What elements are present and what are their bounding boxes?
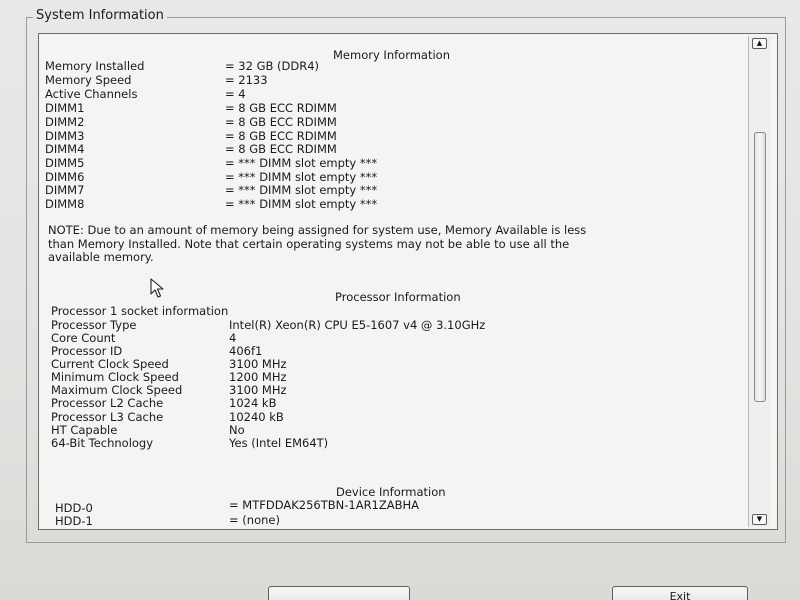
current-clock-speed-value: 3100 MHz xyxy=(229,357,287,371)
active-channels-label: Active Channels xyxy=(45,87,138,101)
dimm7-label: DIMM7 xyxy=(45,183,85,197)
groupbox-title: System Information xyxy=(33,8,167,24)
processor-type-label: Processor Type xyxy=(51,318,137,332)
processor-l3-cache-value: 10240 kB xyxy=(229,410,284,424)
dimm3-value: = 8 GB ECC RDIMM xyxy=(225,129,337,143)
memory-installed-value: = 32 GB (DDR4) xyxy=(225,59,320,73)
scroll-up-button[interactable] xyxy=(752,38,767,49)
arrow-up-icon: ▲ xyxy=(756,39,763,47)
memory-speed-value: = 2133 xyxy=(225,73,268,87)
hdd0-label: HDD-0 xyxy=(55,501,93,515)
dimm3-label: DIMM3 xyxy=(45,129,85,143)
processor-l2-cache-value: 1024 kB xyxy=(229,396,277,410)
dimm7-value: = *** DIMM slot empty *** xyxy=(225,183,378,197)
processor-type-value: Intel(R) Xeon(R) CPU E5-1607 v4 @ 3.10GHz xyxy=(229,318,486,332)
scrollbar-thumb[interactable] xyxy=(754,132,766,402)
64bit-technology-label: 64-Bit Technology xyxy=(51,436,154,450)
ht-capable-value: No xyxy=(229,423,245,437)
processor-id-value: 406f1 xyxy=(229,344,263,358)
processor-l2-cache-label: Processor L2 Cache xyxy=(51,396,164,410)
dimm8-value: = *** DIMM slot empty *** xyxy=(225,197,378,211)
arrow-down-icon: ▼ xyxy=(756,515,763,523)
minimum-clock-speed-label: Minimum Clock Speed xyxy=(51,370,179,384)
processor-id-label: Processor ID xyxy=(51,344,123,358)
information-content xyxy=(39,34,745,529)
processor-information-heading: Processor Information xyxy=(335,290,461,304)
system-information-panel[interactable] xyxy=(38,33,778,530)
maximum-clock-speed-label: Maximum Clock Speed xyxy=(51,383,183,397)
vertical-scrollbar[interactable] xyxy=(748,36,771,527)
memory-information-heading: Memory Information xyxy=(333,48,450,62)
dimm4-value: = 8 GB ECC RDIMM xyxy=(225,142,337,156)
dimm2-label: DIMM2 xyxy=(45,115,85,129)
hdd1-value: = (none) xyxy=(229,513,280,527)
mouse-pointer-icon xyxy=(150,278,166,298)
processor-l3-cache-label: Processor L3 Cache xyxy=(51,410,164,424)
memory-note-line: NOTE: Due to an amount of memory being assigned for system use, Memory Available is less xyxy=(48,223,587,237)
dimm5-value: = *** DIMM slot empty *** xyxy=(225,156,378,170)
core-count-value: 4 xyxy=(229,331,237,345)
dimm6-label: DIMM6 xyxy=(45,170,85,184)
memory-note-line: available memory. xyxy=(48,250,154,264)
dimm8-label: DIMM8 xyxy=(45,197,85,211)
exit-button[interactable] xyxy=(612,586,748,600)
exit-button-label: Exit xyxy=(669,590,691,600)
memory-installed-label: Memory Installed xyxy=(45,59,145,73)
minimum-clock-speed-value: 1200 MHz xyxy=(229,370,287,384)
dimm1-value: = 8 GB ECC RDIMM xyxy=(225,101,337,115)
memory-note xyxy=(48,224,668,265)
current-clock-speed-label: Current Clock Speed xyxy=(51,357,169,371)
dimm5-label: DIMM5 xyxy=(45,156,85,170)
hdd1-label: HDD-1 xyxy=(55,514,93,528)
ht-capable-label: HT Capable xyxy=(51,423,118,437)
core-count-label: Core Count xyxy=(51,331,116,345)
hdd0-value: = MTFDDAK256TBN-1AR1ZABHA xyxy=(229,498,420,512)
dimm6-value: = *** DIMM slot empty *** xyxy=(225,170,378,184)
processor-socket-subheading: Processor 1 socket information xyxy=(51,304,229,318)
64bit-technology-value: Yes (Intel EM64T) xyxy=(229,436,329,450)
memory-speed-label: Memory Speed xyxy=(45,73,132,87)
device-information-heading: Device Information xyxy=(336,485,446,499)
memory-note-line: than Memory Installed. Note that certain operating systems may not be able to use all the xyxy=(48,236,570,251)
scroll-down-button[interactable] xyxy=(752,514,767,525)
dimm2-value: = 8 GB ECC RDIMM xyxy=(225,115,337,129)
dimm1-label: DIMM1 xyxy=(45,101,85,115)
maximum-clock-speed-value: 3100 MHz xyxy=(229,383,287,397)
bottom-button[interactable] xyxy=(268,586,410,600)
active-channels-value: = 4 xyxy=(225,87,246,101)
dimm4-label: DIMM4 xyxy=(45,142,85,156)
